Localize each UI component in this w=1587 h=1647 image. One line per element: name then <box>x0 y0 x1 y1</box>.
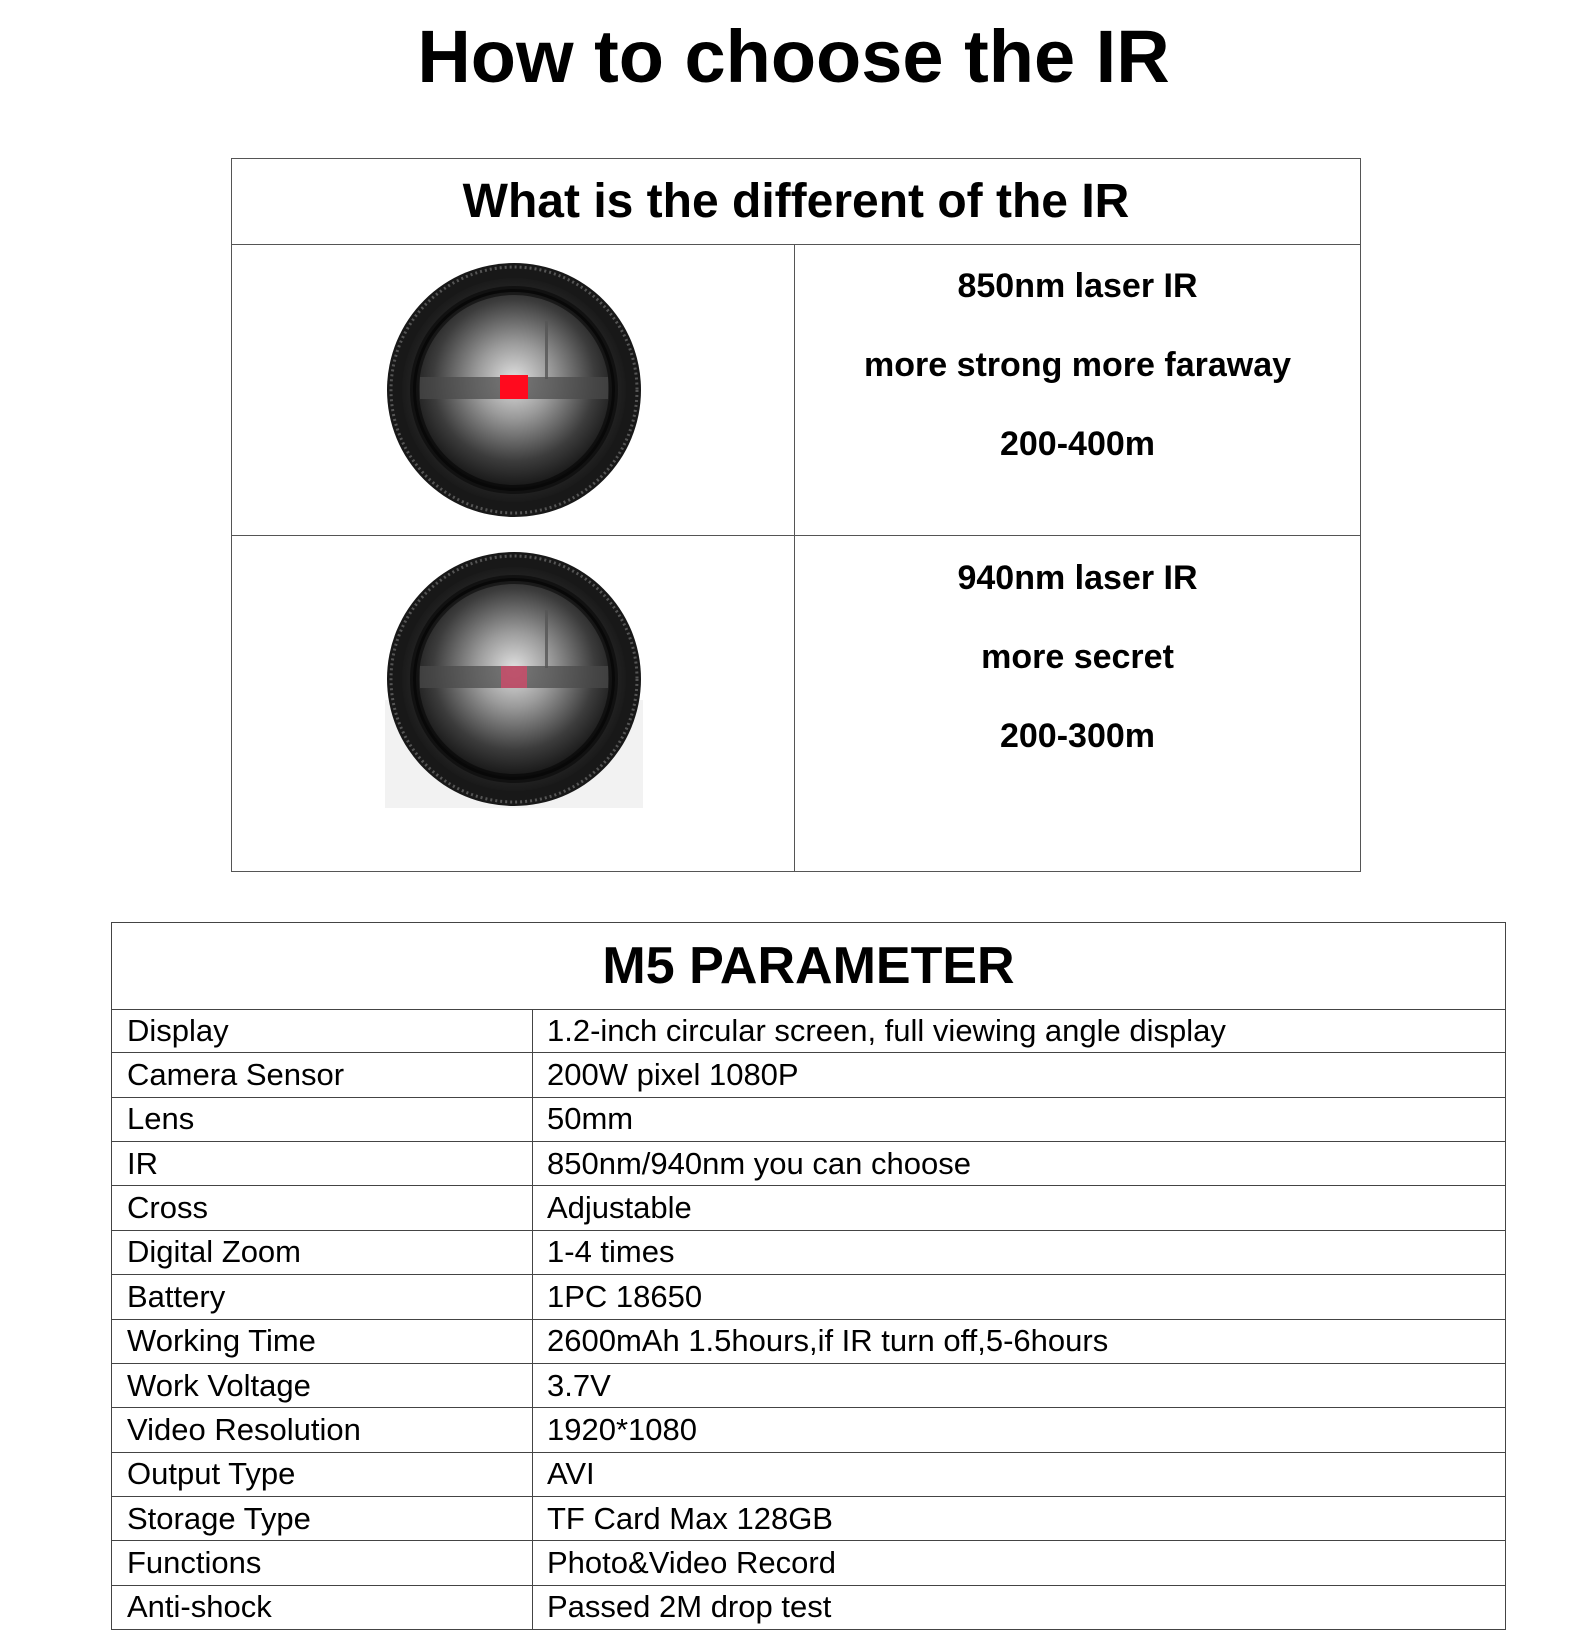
table-row <box>112 1497 1505 1541</box>
table-row <box>112 1053 1505 1097</box>
param-label: Display <box>112 1009 533 1052</box>
param-label: Video Resolution <box>112 1408 533 1451</box>
table-row <box>112 1186 1505 1230</box>
ir-text-cell <box>795 244 1360 535</box>
param-value: 200W pixel 1080P <box>547 1057 799 1093</box>
param-label: Anti-shock <box>112 1586 533 1629</box>
ir-note: more secret <box>981 638 1174 676</box>
ir-range: 200-400m <box>999 425 1155 463</box>
table-row <box>112 1320 1505 1364</box>
param-label: Work Voltage <box>112 1364 533 1407</box>
ir-image-cell <box>232 244 795 535</box>
param-value: Photo&Video Record <box>547 1544 836 1580</box>
table-row <box>112 1453 1505 1497</box>
ir-row-940nm <box>232 536 1360 871</box>
table-row <box>112 1098 1505 1142</box>
param-value: 1-4 times <box>547 1234 675 1270</box>
param-value: 1PC 18650 <box>547 1278 703 1314</box>
ir-indicator <box>501 666 527 688</box>
param-value: 1920*1080 <box>547 1411 697 1447</box>
param-value: TF Card Max 128GB <box>547 1500 833 1536</box>
param-label: Lens <box>112 1098 533 1141</box>
param-label: Output Type <box>112 1453 533 1496</box>
ir-title: 940nm laser IR <box>957 559 1198 597</box>
table-row <box>112 1586 1505 1629</box>
ir-comparison-table <box>231 158 1361 872</box>
table-row <box>112 1231 1505 1275</box>
param-value: 50mm <box>547 1101 634 1137</box>
param-label: Working Time <box>112 1320 533 1363</box>
ir-table-heading: What is the different of the IR <box>232 159 1360 245</box>
param-value: AVI <box>547 1456 595 1492</box>
param-label: Digital Zoom <box>112 1231 533 1274</box>
table-row <box>112 1364 1505 1408</box>
ir-title: 850nm laser IR <box>957 267 1198 305</box>
param-label: Cross <box>112 1186 533 1229</box>
ir-text-cell <box>795 536 1360 871</box>
param-value: 850nm/940nm you can choose <box>547 1145 971 1181</box>
night-vision-lens-icon <box>385 550 643 808</box>
param-label: Battery <box>112 1275 533 1318</box>
parameter-table <box>111 922 1506 1630</box>
page-title: How to choose the IR <box>417 15 1170 98</box>
night-vision-lens-icon <box>385 261 643 519</box>
ir-range: 200-300m <box>999 717 1155 755</box>
param-value: 1.2-inch circular screen, full viewing angle display <box>547 1012 1226 1048</box>
param-label: Functions <box>112 1541 533 1584</box>
param-label: Camera Sensor <box>112 1053 533 1096</box>
table-row <box>112 1142 1505 1186</box>
ir-image-cell <box>232 536 795 871</box>
param-value: Adjustable <box>547 1190 692 1226</box>
ir-indicator <box>500 375 528 399</box>
parameter-table-heading: M5 PARAMETER <box>112 923 1505 1010</box>
param-label: Storage Type <box>112 1497 533 1540</box>
param-value: 3.7V <box>547 1367 611 1403</box>
table-row <box>112 1009 1505 1053</box>
ir-note: more strong more faraway <box>863 346 1292 384</box>
ir-row-850nm <box>232 244 1360 536</box>
param-label: IR <box>112 1142 533 1185</box>
param-value: Passed 2M drop test <box>547 1589 832 1625</box>
table-row <box>112 1408 1505 1452</box>
table-row <box>112 1275 1505 1319</box>
table-row <box>112 1541 1505 1585</box>
param-value: 2600mAh 1.5hours,if IR turn off,5-6hours <box>547 1323 1109 1359</box>
